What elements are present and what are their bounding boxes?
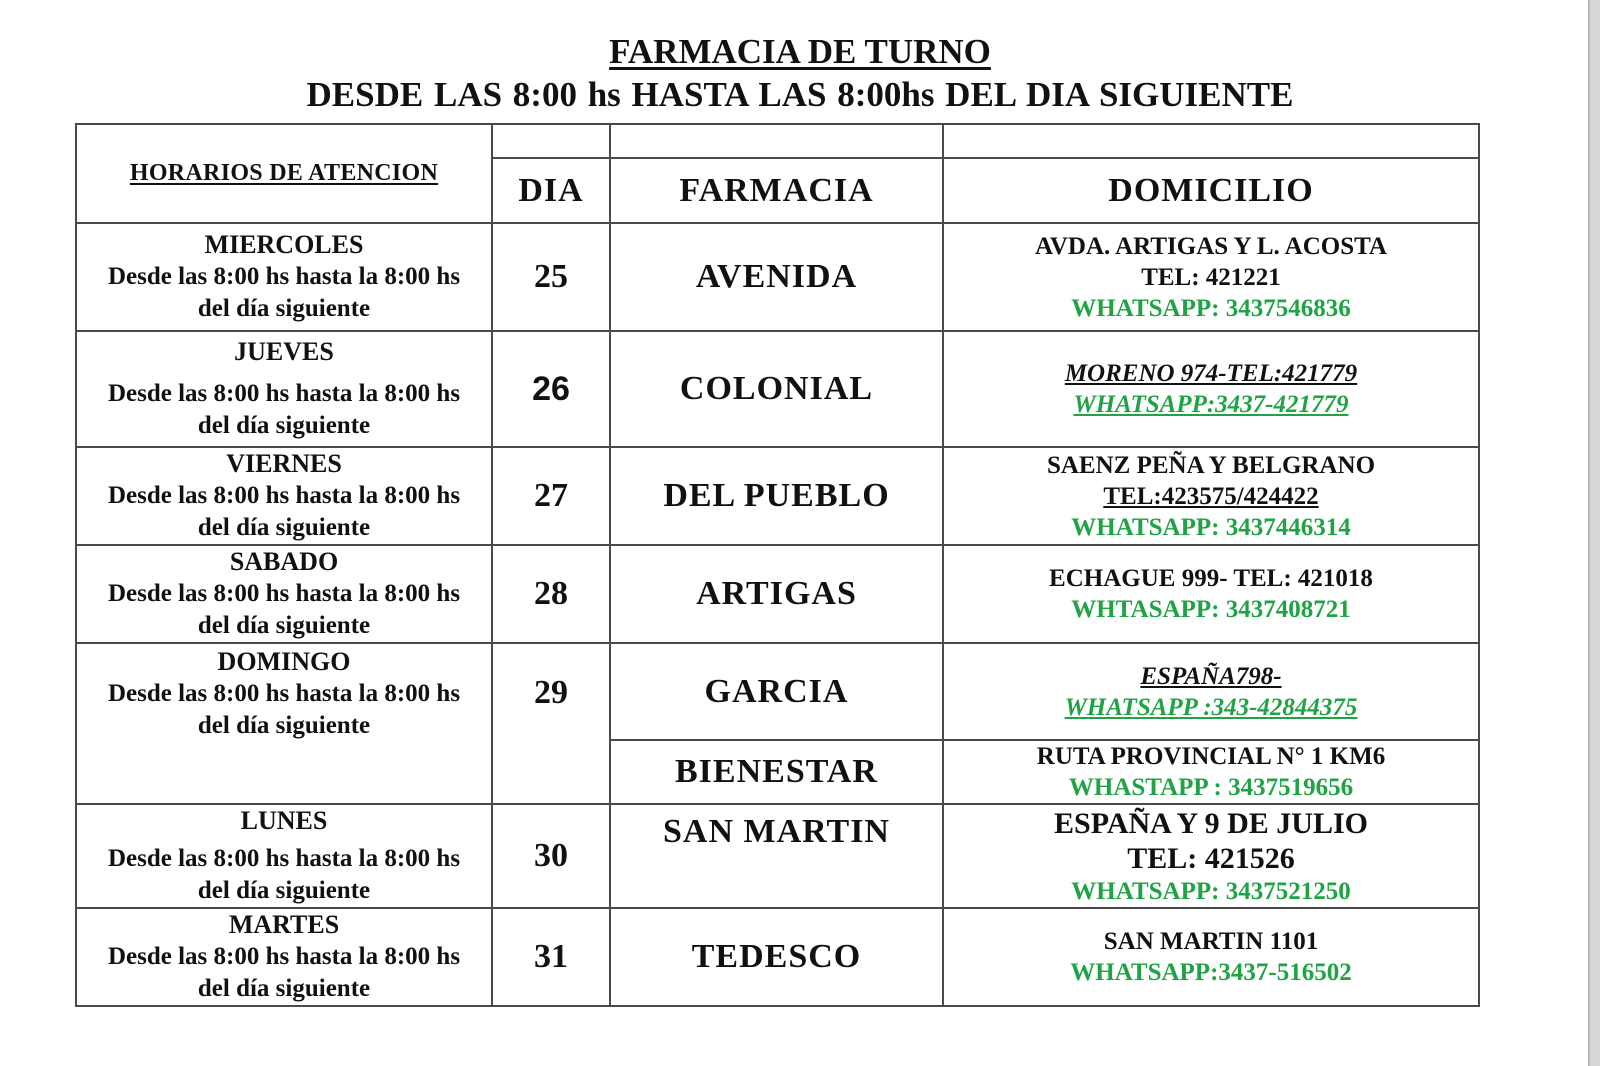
address-cell [943, 447, 1479, 545]
day-number: 31 [492, 908, 610, 1006]
hours-text: del día siguiente [197, 295, 371, 322]
phone-text: TEL:423575/424422 [1103, 482, 1319, 510]
whatsapp-text: WHATSAPP: 3437546836 [1071, 294, 1351, 322]
page-title: FARMACIA DE TURNO [609, 32, 991, 71]
hours-text: del día siguiente [197, 514, 371, 541]
weekday-label: JUEVES [234, 337, 334, 366]
hours-text: Desde las 8:00 hs hasta la 8:00 hs [107, 380, 461, 407]
address-text: ESPAÑA Y 9 DE JULIO [1054, 806, 1368, 840]
schedule-cell [76, 545, 492, 643]
hours-text: del día siguiente [197, 975, 371, 1002]
hours-text: Desde las 8:00 hs hasta la 8:00 hs [107, 482, 461, 509]
hours-text: Desde las 8:00 hs hasta la 8:00 hs [107, 845, 461, 872]
pharmacy-name: COLONIAL [610, 331, 943, 447]
schedule-cell [76, 331, 492, 447]
schedule-cell [76, 908, 492, 1006]
table-header-row [76, 124, 1479, 158]
table-row [76, 223, 1479, 331]
page-edge-shadow [1588, 0, 1600, 1066]
address-cell [943, 331, 1479, 447]
table-row [76, 447, 1479, 545]
pharmacy-name: BIENESTAR [610, 740, 943, 804]
address-text: SAN MARTIN 1101 [1103, 928, 1319, 955]
weekday-label: LUNES [240, 806, 328, 835]
address-cell [943, 545, 1479, 643]
weekday-label: SABADO [229, 547, 339, 576]
column-header-schedule: HORARIOS DE ATENCION [76, 124, 492, 223]
pharmacy-name: GARCIA [610, 643, 943, 740]
schedule-cell [76, 804, 492, 908]
weekday-label: DOMINGO [217, 647, 351, 676]
table-row [76, 804, 1479, 908]
address-cell [943, 643, 1479, 740]
table-row [76, 908, 1479, 1006]
schedule-cell [76, 643, 492, 804]
address-text: SAENZ PEÑA Y BELGRANO [1046, 451, 1376, 479]
table-row [76, 331, 1479, 447]
page-subtitle: DESDE LAS 8:00 hs HASTA LAS 8:00hs DEL DIA SIGUIENTE [306, 75, 1294, 114]
whatsapp-text: WHTASAPP: 3437408721 [1071, 596, 1351, 623]
hours-text: del día siguiente [197, 612, 371, 639]
address-text: MORENO 974-TEL:421779 [1064, 360, 1358, 387]
hours-text: del día siguiente [197, 412, 371, 439]
day-number: 29 [492, 643, 610, 804]
table-row [76, 643, 1479, 740]
column-header-pharmacy: FARMACIA [610, 158, 943, 223]
address-text: ECHAGUE 999- TEL: 421018 [1049, 565, 1373, 592]
address-cell [943, 908, 1479, 1006]
column-header-day: DIA [492, 158, 610, 223]
pharmacy-name: TEDESCO [610, 908, 943, 1006]
whatsapp-text: WHATSAPP:3437-516502 [1070, 959, 1352, 986]
day-number: 28 [492, 545, 610, 643]
address-text: ESPAÑA798- [1140, 662, 1282, 690]
hours-text: Desde las 8:00 hs hasta la 8:00 hs [107, 680, 461, 707]
whatsapp-text: WHATSAPP: 3437446314 [1071, 513, 1351, 541]
pharmacy-name: SAN MARTIN [610, 804, 943, 908]
hours-text: Desde las 8:00 hs hasta la 8:00 hs [107, 943, 461, 970]
pharmacy-name: AVENIDA [610, 223, 943, 331]
column-header-address: DOMICILIO [943, 158, 1479, 223]
day-number: 26 [492, 331, 610, 447]
phone-text: TEL: 421526 [1127, 841, 1295, 875]
address-cell [943, 740, 1479, 804]
hours-text: Desde las 8:00 hs hasta la 8:00 hs [107, 263, 461, 290]
hours-text: del día siguiente [197, 877, 371, 904]
pharmacy-name: ARTIGAS [610, 545, 943, 643]
day-number: 30 [492, 804, 610, 908]
whatsapp-text: WHATSAPP :343-42844375 [1064, 693, 1358, 721]
weekday-label: MARTES [228, 910, 340, 939]
header-spacer-cell [492, 124, 610, 158]
address-text: AVDA. ARTIGAS Y L. ACOSTA [1035, 232, 1387, 260]
hours-text: Desde las 8:00 hs hasta la 8:00 hs [107, 580, 461, 607]
table-row [76, 545, 1479, 643]
schedule-cell [76, 223, 492, 331]
hours-text: del día siguiente [197, 712, 371, 739]
phone-text: TEL: 421221 [1141, 263, 1281, 291]
pharmacy-name: DEL PUEBLO [610, 447, 943, 545]
schedule-cell [76, 447, 492, 545]
whatsapp-text: WHASTAPP : 3437519656 [1068, 774, 1354, 801]
header-spacer-cell [610, 124, 943, 158]
pharmacy-schedule-table [75, 123, 1480, 1007]
address-cell [943, 804, 1479, 908]
whatsapp-text: WHATSAPP: 3437521250 [1071, 877, 1351, 905]
weekday-label: MIERCOLES [204, 230, 364, 259]
address-cell [943, 223, 1479, 331]
day-number: 25 [492, 223, 610, 331]
weekday-label: VIERNES [226, 449, 342, 478]
header-spacer-cell [943, 124, 1479, 158]
address-text: RUTA PROVINCIAL N° 1 KM6 [1036, 743, 1386, 770]
whatsapp-text: WHATSAPP:3437-421779 [1073, 391, 1349, 418]
day-number: 27 [492, 447, 610, 545]
